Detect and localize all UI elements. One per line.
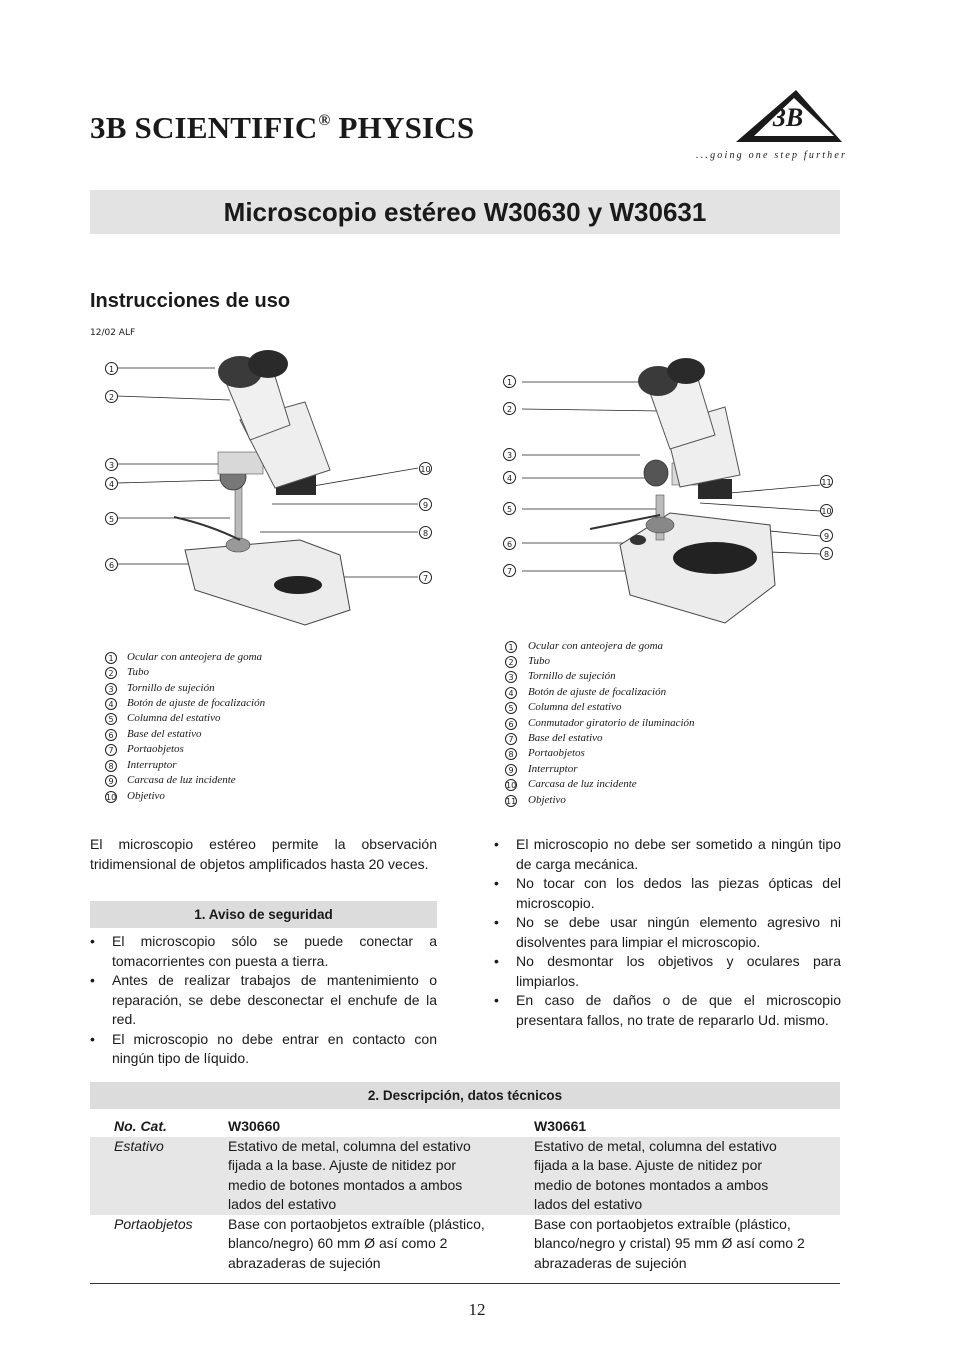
legend-num: 8 xyxy=(505,748,517,760)
callout-8: 8 xyxy=(820,547,833,560)
callout-10: 10 xyxy=(820,504,833,517)
legend-num: 7 xyxy=(105,744,117,756)
callout-5: 5 xyxy=(105,512,118,525)
brand-title: 3B SCIENTIFIC® PHYSICS xyxy=(90,110,475,145)
legend-num: 2 xyxy=(505,656,517,668)
legend-num: 9 xyxy=(505,764,517,776)
callout-1: 1 xyxy=(105,362,118,375)
section-heading-specs: 2. Descripción, datos técnicos xyxy=(90,1082,840,1109)
legend-item: Columna del estativo xyxy=(528,701,622,713)
legend-item: Botón de ajuste de focalización xyxy=(127,697,266,709)
legend-item: Tornillo de sujeción xyxy=(127,682,215,694)
table-cell-label: Estativo xyxy=(114,1138,164,1154)
page-number: 12 xyxy=(468,1300,486,1319)
footer-rule xyxy=(90,1283,840,1284)
legend-item: Tubo xyxy=(528,655,551,667)
safety-list-left xyxy=(90,932,437,1069)
section-heading-safety: 1. Aviso de seguridad xyxy=(90,901,437,928)
legend-num: 4 xyxy=(505,687,517,699)
list-item: • En caso de daños o de que el microscopio presentara fallos, no trate de repararlo Ud. mismo. xyxy=(494,991,841,1030)
list-item: • El microscopio no debe entrar en contacto con ningún tipo de líquido. xyxy=(90,1030,437,1069)
legend-item: Portaobjetos xyxy=(528,747,585,759)
legend-item: Objetivo xyxy=(127,790,165,802)
legend-item: Carcasa de luz incidente xyxy=(127,774,236,786)
legend-num: 6 xyxy=(505,718,517,730)
microscope-left-illustration xyxy=(90,340,460,640)
safety-list-right xyxy=(494,835,841,1030)
callout-11: 11 xyxy=(820,475,833,488)
table-cell: Estativo de metal, columna del estativo fijada a la base. Ajuste de nitidez por medio de botones montados a ambos lados del estativo xyxy=(228,1138,471,1212)
table-cell-label: Portaobjetos xyxy=(114,1216,193,1232)
legend-num: 1 xyxy=(505,641,517,653)
legend-num: 2 xyxy=(105,667,117,679)
callout-7: 7 xyxy=(503,564,516,577)
callout-3: 3 xyxy=(105,458,118,471)
doc-code: 12/02 ALF xyxy=(90,328,136,338)
list-item: • No desmontar los objetivos y oculares para limpiarlos. xyxy=(494,952,841,991)
legend-num: 10 xyxy=(506,781,517,790)
legend-item: Interruptor xyxy=(127,759,177,771)
svg-text:3B: 3B xyxy=(772,103,804,132)
intro-paragraph: El microscopio estéreo permite la observación tridimensional de objetos amplificados hasta 20 veces. xyxy=(90,836,437,872)
callout-10: 10 xyxy=(419,462,432,475)
legend-num: 1 xyxy=(105,652,117,664)
legend-item: Carcasa de luz incidente xyxy=(528,778,637,790)
callout-9: 9 xyxy=(820,529,833,542)
list-item: • El microscopio sólo se puede conectar a tomacorrientes con puesta a tierra. xyxy=(90,932,437,971)
callout-2: 2 xyxy=(503,402,516,415)
legend-item: Tubo xyxy=(127,666,150,678)
callout-3: 3 xyxy=(503,448,516,461)
callout-9: 9 xyxy=(419,498,432,511)
legend-num: 4 xyxy=(105,698,117,710)
callout-2: 2 xyxy=(105,390,118,403)
legend-item: Tornillo de sujeción xyxy=(528,670,616,682)
table-cell: Base con portaobjetos extraíble (plástico, blanco/negro) 60 mm Ø así como 2 abrazaderas de sujeción xyxy=(228,1216,485,1271)
legend-item: Base del estativo xyxy=(127,728,202,740)
legend-item: Base del estativo xyxy=(528,732,603,744)
legend-item: Ocular con anteojera de goma xyxy=(528,640,664,652)
legend-item: Columna del estativo xyxy=(127,712,221,724)
legend-num: 5 xyxy=(505,702,517,714)
list-item: • El microscopio no debe ser sometido a ningún tipo de carga mecánica. xyxy=(494,835,841,874)
callout-6: 6 xyxy=(503,537,516,550)
table-row xyxy=(90,1117,840,1137)
list-item: • No tocar con los dedos las piezas ópticas del microscopio. xyxy=(494,874,841,913)
legend-item: Portaobjetos xyxy=(127,743,184,755)
table-cell: Base con portaobjetos extraíble (plástico, blanco/negro y cristal) 95 mm Ø así como 2 abrazaderas de sujeción xyxy=(534,1216,805,1271)
table-cell: W30661 xyxy=(534,1118,587,1134)
table-cell: W30660 xyxy=(228,1118,281,1134)
legend-num: 3 xyxy=(505,671,517,683)
legend-num: 5 xyxy=(105,713,117,725)
callout-8: 8 xyxy=(419,526,432,539)
legend-item: Ocular con anteojera de goma xyxy=(127,651,263,663)
tagline: ...going one step further xyxy=(696,150,848,161)
legend-num: 9 xyxy=(105,775,117,787)
microscope-right-illustration xyxy=(500,345,850,635)
legend-num: 11 xyxy=(506,797,517,806)
legend-num: 8 xyxy=(105,760,117,772)
callout-5: 5 xyxy=(503,502,516,515)
subtitle: Instrucciones de uso xyxy=(90,290,291,312)
legend-num: 7 xyxy=(505,733,517,745)
callout-4: 4 xyxy=(105,477,118,490)
legend-num: 3 xyxy=(105,683,117,695)
callout-4: 4 xyxy=(503,471,516,484)
legend-item: Botón de ajuste de focalización xyxy=(528,686,667,698)
table-cell: Estativo de metal, columna del estativo fijada a la base. Ajuste de nitidez por medio de botones montados a ambos lados del estativo xyxy=(534,1138,777,1212)
page-title: Microscopio estéreo W30630 y W30631 xyxy=(223,197,707,227)
list-item: • Antes de realizar trabajos de mantenimiento o reparación, se debe desconectar el enchufe de la red. xyxy=(90,971,437,1030)
table-row xyxy=(90,1215,840,1275)
legend-item: Objetivo xyxy=(528,794,566,806)
callout-7: 7 xyxy=(419,571,432,584)
callout-1: 1 xyxy=(503,375,516,388)
table-cell-label: No. Cat. xyxy=(114,1118,167,1134)
legend-item: Interruptor xyxy=(528,763,578,775)
table-row xyxy=(90,1137,840,1215)
list-item: • No se debe usar ningún elemento agresivo ni disolventes para limpiar el microscopio. xyxy=(494,913,841,952)
callout-6: 6 xyxy=(105,558,118,571)
legend-num: 6 xyxy=(105,729,117,741)
legend-num: 10 xyxy=(106,793,117,802)
legend-item: Conmutador giratorio de iluminación xyxy=(528,717,695,729)
